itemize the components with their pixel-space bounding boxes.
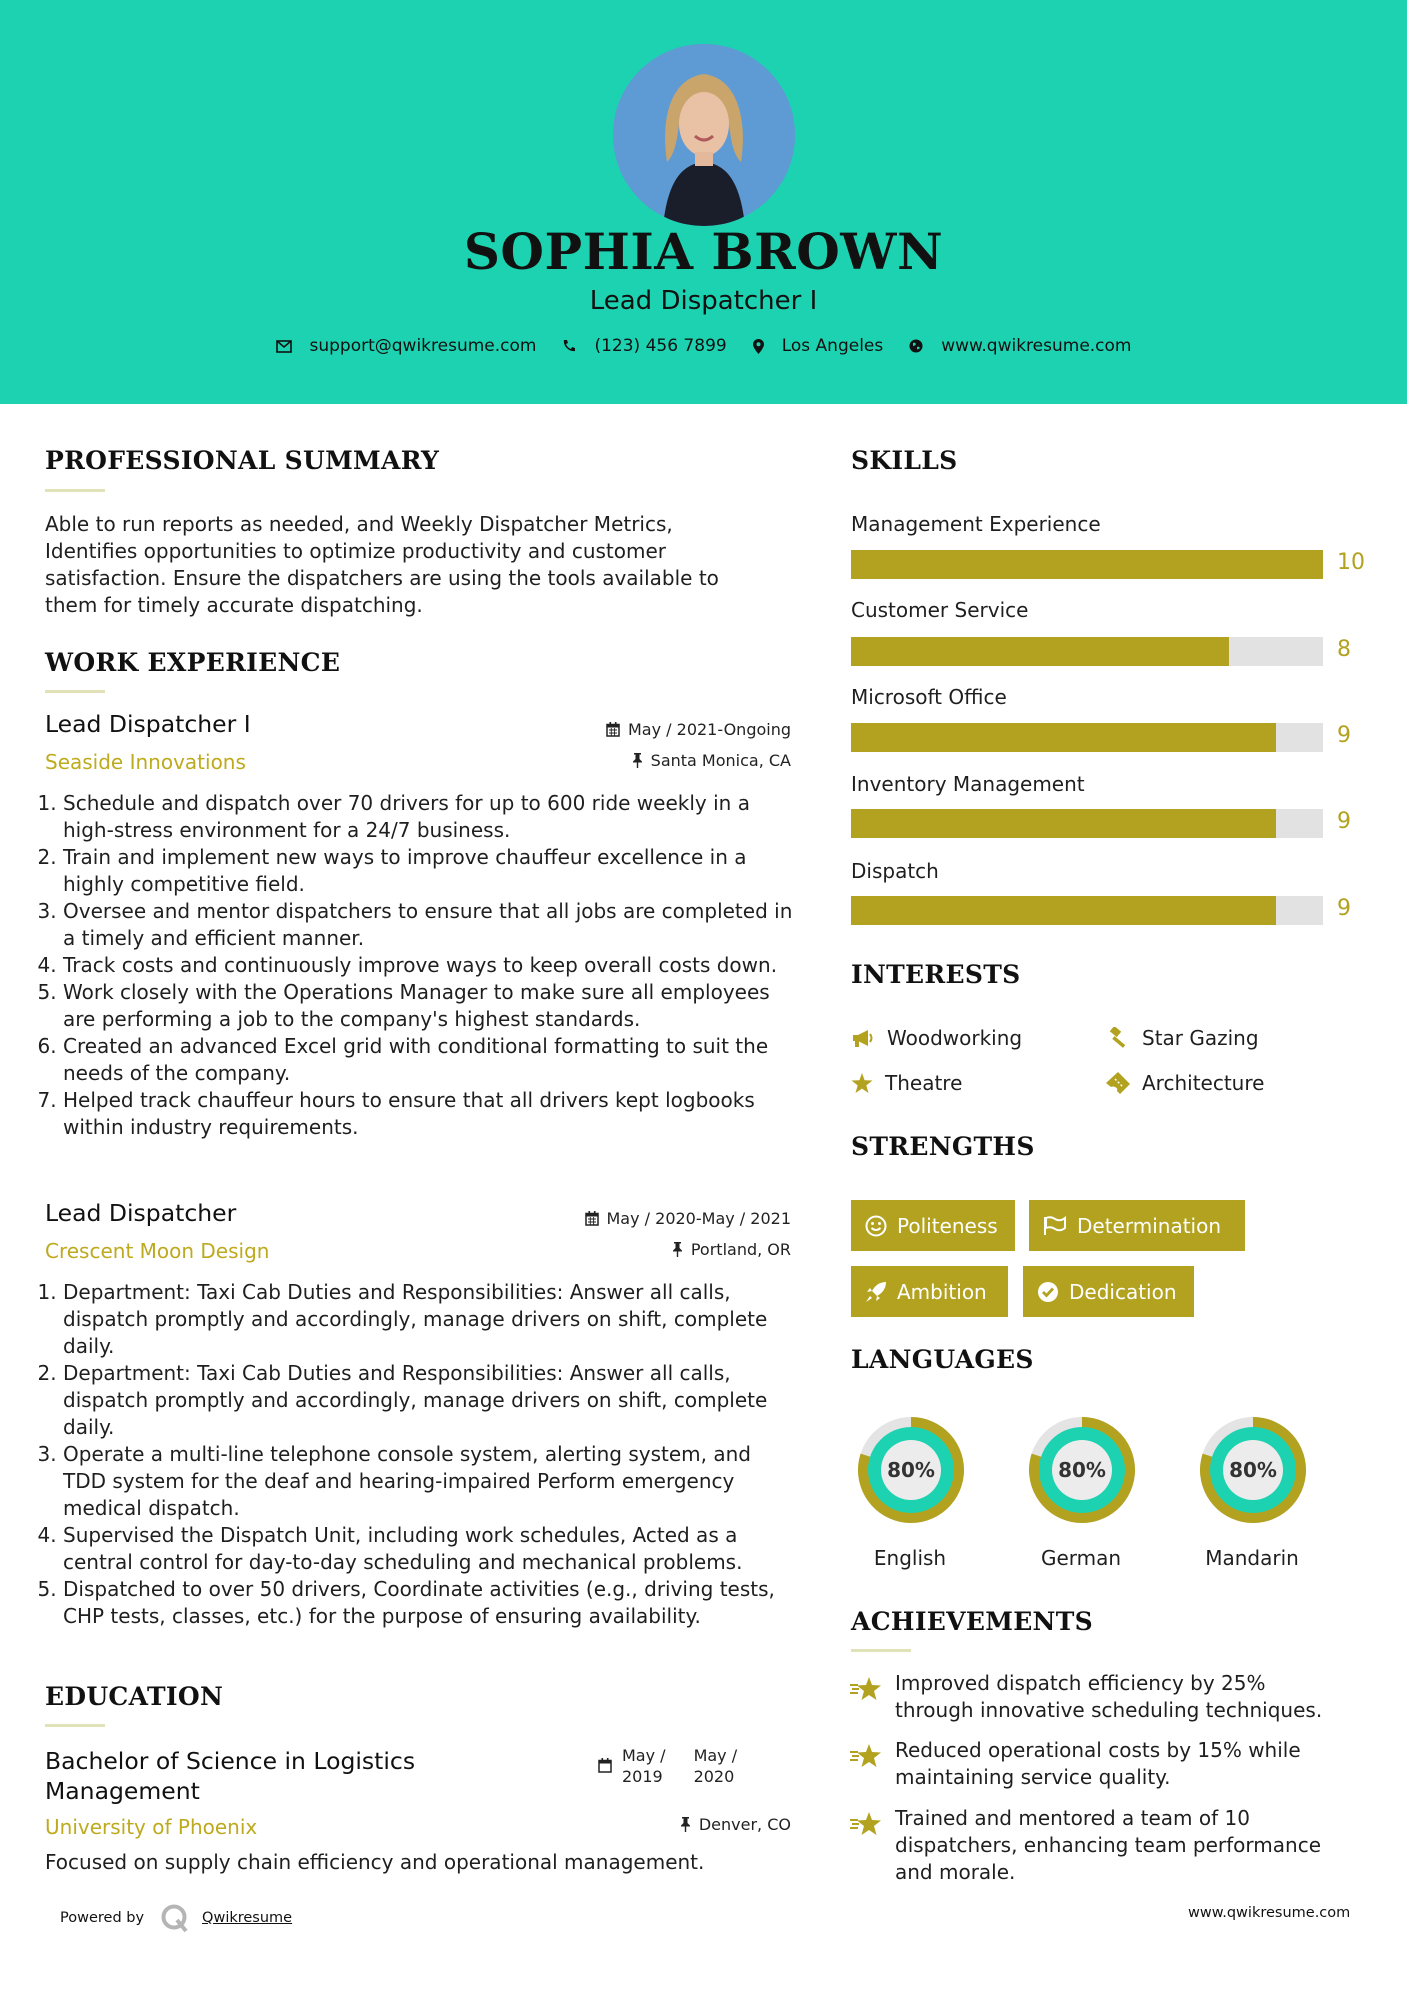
language-percent: 80% [1229, 1458, 1277, 1482]
list-item: 4. Track costs and continuously improve ways to keep overall costs down. [63, 952, 795, 979]
language-name: Mandarin [1205, 1546, 1299, 1570]
skill-value: 10 [1337, 550, 1365, 575]
gavel-icon [1106, 1027, 1130, 1049]
envelope-icon [276, 340, 292, 353]
calendar-icon [606, 722, 620, 737]
summary-underline [45, 489, 105, 492]
achievement-line: Trained and mentored a team of 10 [895, 1806, 1250, 1830]
list-item: 7. Helped track chauffeur hours to ensure that all drivers kept logbooks within industry requirements. [63, 1087, 795, 1141]
degree-line: Management [45, 1777, 200, 1805]
language-ring [1029, 1417, 1135, 1523]
strength-label: Ambition [897, 1279, 987, 1304]
list-item: 1. Department: Taxi Cab Duties and Responsibilities: Answer all calls, dispatch promptly and accordingly, manage drivers on shift, complete daily. [63, 1279, 795, 1360]
job-location [500, 1240, 791, 1259]
languages-heading: LANGUAGES [851, 1345, 1034, 1374]
job-duties-list [45, 1279, 795, 1630]
strength-label: Determination [1077, 1213, 1222, 1238]
education-description: Focused on supply chain efficiency and operational management. [45, 1850, 705, 1874]
contact-phone[interactable] [562, 336, 726, 356]
education-underline [45, 1724, 105, 1727]
school-name: University of Phoenix [45, 1815, 258, 1839]
job-location-text: Portland, OR [690, 1240, 791, 1259]
email-text: support@qwikresume.com [309, 336, 537, 356]
contact-bar [0, 336, 1407, 356]
education-heading: EDUCATION [45, 1682, 224, 1711]
globe-icon [909, 339, 923, 353]
language-percent: 80% [1058, 1458, 1106, 1482]
summary-heading: PROFESSIONAL SUMMARY [45, 446, 440, 475]
list-item: 2. Department: Taxi Cab Duties and Responsibilities: Answer all calls, dispatch promptly and accordingly, manage drivers on shift, complete daily. [63, 1360, 795, 1441]
skill-bar-fill [851, 723, 1276, 752]
list-item: 2. Train and implement new ways to improve chauffeur excellence in a highly competitive field. [63, 844, 795, 898]
interest-label: Theatre [885, 1071, 963, 1095]
achievement-line: dispatchers, enhancing team performance [895, 1833, 1321, 1857]
date-part: May / [693, 1746, 738, 1765]
education-end [694, 1745, 738, 1787]
list-item: 4. Supervised the Dispatch Unit, including work schedules, Acted as a central control for day-to-day scheduling and mechanical problems. [63, 1522, 795, 1576]
education-start [622, 1745, 666, 1787]
summary-line: Identifies opportunities to optimize productivity and customer [45, 539, 667, 563]
candidate-role: Lead Dispatcher I [589, 286, 818, 316]
job-date [500, 720, 791, 739]
skill-value: 9 [1337, 809, 1351, 834]
job-title: Lead Dispatcher [45, 1199, 237, 1227]
strength-label: Politeness [897, 1213, 998, 1238]
qwikresume-logo-icon [160, 1903, 190, 1933]
profile-photo [613, 44, 795, 226]
job-title: Lead Dispatcher I [45, 710, 251, 738]
experience-heading: WORK EXPERIENCE [45, 648, 341, 677]
strengths-heading: STRENGTHS [851, 1132, 1035, 1161]
date-part: 2019 [622, 1767, 663, 1786]
job-company: Crescent Moon Design [45, 1239, 270, 1263]
summary-text [45, 511, 785, 619]
skill-name: Inventory Management [851, 772, 1085, 796]
job-date-text: May / 2021-Ongoing [628, 720, 791, 739]
degree-line: Bachelor of Science in Logistics [45, 1747, 416, 1775]
language-name: English [873, 1546, 947, 1570]
skill-value: 8 [1337, 637, 1351, 662]
achievement-line: Improved dispatch efficiency by 25% [895, 1671, 1266, 1695]
skill-bar-fill [851, 550, 1323, 579]
list-item: 5. Dispatched to over 50 drivers, Coordinate activities (e.g., driving tests, CHP tests, classes, etc.) for the purpose of ensuring availability. [63, 1576, 795, 1630]
strength-label: Dedication [1069, 1279, 1177, 1304]
interest-item [851, 1071, 962, 1095]
skill-bar-fill [851, 896, 1276, 925]
strength-chip [851, 1200, 1015, 1251]
achievement-item [895, 1670, 1365, 1724]
list-item: 3. Operate a multi-line telephone console system, alerting system, and TDD system for the deaf and hearing-impaired Perform emergency medical dispatch. [63, 1441, 795, 1522]
contact-location [753, 336, 884, 356]
skill-bar [851, 723, 1323, 752]
achievement-line: maintaining service quality. [895, 1765, 1171, 1789]
list-item: 5. Work closely with the Operations Manager to make sure all employees are performing a job to the company's highest standards. [63, 979, 795, 1033]
skill-name: Microsoft Office [851, 685, 1007, 709]
strength-chip [1023, 1266, 1194, 1317]
contact-website[interactable] [909, 336, 1131, 356]
language-percent: 80% [887, 1458, 935, 1482]
job-date-text: May / 2020-May / 2021 [606, 1209, 791, 1228]
skill-value: 9 [1337, 723, 1351, 748]
skill-bar [851, 550, 1323, 579]
job-location-text: Santa Monica, CA [650, 751, 791, 770]
smile-icon [865, 1215, 887, 1237]
pin-icon [632, 753, 643, 768]
trophy-star-icon [849, 1743, 883, 1769]
qwikresume-link[interactable]: Qwikresume [202, 1910, 293, 1926]
ticket-icon [1106, 1072, 1130, 1094]
achievement-item [895, 1737, 1365, 1791]
job-date [500, 1209, 791, 1228]
phone-text: (123) 456 7899 [594, 336, 727, 356]
list-item: 3. Oversee and mentor dispatchers to ensure that all jobs are completed in a timely and efficient manner. [63, 898, 795, 952]
rocket-icon [865, 1281, 887, 1303]
achievement-line: through innovative scheduling techniques. [895, 1698, 1323, 1722]
summary-line: Able to run reports as needed, and Weekly Dispatcher Metrics, [45, 512, 673, 536]
experience-underline [45, 690, 105, 693]
skills-heading: SKILLS [851, 446, 958, 475]
date-part: 2020 [693, 1767, 735, 1786]
job-duties-list [45, 790, 795, 1141]
check-circle-icon [1037, 1281, 1059, 1303]
date-part: May / [622, 1746, 666, 1765]
interest-label: Architecture [1142, 1071, 1265, 1095]
skill-bar [851, 637, 1323, 666]
summary-line: them for timely accurate dispatching. [45, 593, 423, 617]
pin-icon [680, 1817, 691, 1832]
degree-title [45, 1746, 415, 1806]
job-company: Seaside Innovations [45, 750, 246, 774]
skill-bar [851, 896, 1323, 925]
skill-value: 9 [1337, 896, 1351, 921]
interests-heading: INTERESTS [851, 960, 1021, 989]
achievement-line: and morale. [895, 1860, 1016, 1884]
interest-label: Star Gazing [1142, 1026, 1259, 1050]
powered-by [60, 1903, 292, 1933]
language-ring [858, 1417, 964, 1523]
candidate-name: SOPHIA BROWN [463, 222, 944, 281]
header-banner [0, 0, 1407, 404]
interest-item [1106, 1071, 1264, 1095]
achievement-line: Reduced operational costs by 15% while [895, 1738, 1301, 1762]
language-ring [1200, 1417, 1306, 1523]
location-text: Los Angeles [781, 336, 884, 356]
interest-item [1106, 1026, 1259, 1050]
flag-icon [1043, 1216, 1067, 1236]
skill-name: Management Experience [851, 512, 1101, 536]
list-item: 6. Created an advanced Excel grid with conditional formatting to suit the needs of the company. [63, 1033, 795, 1087]
skill-bar-fill [851, 809, 1276, 838]
strength-chip [851, 1266, 1008, 1317]
summary-line: satisfaction. Ensure the dispatchers are using the tools available to [45, 566, 719, 590]
language-name: German [1040, 1546, 1122, 1570]
interest-item [851, 1026, 1022, 1050]
achievements-underline [851, 1649, 911, 1652]
calendar-icon [585, 1211, 599, 1226]
education-location-text: Denver, CO [698, 1815, 791, 1834]
achievements-heading: ACHIEVEMENTS [851, 1607, 1093, 1636]
calendar-icon [598, 1758, 612, 1773]
pin-icon [672, 1242, 683, 1257]
education-date [598, 1745, 737, 1787]
skill-bar [851, 809, 1323, 838]
job-location [500, 751, 791, 770]
contact-email[interactable] [276, 336, 537, 356]
language-rings [840, 1405, 1330, 1535]
skill-name: Dispatch [851, 859, 939, 883]
skill-name: Customer Service [851, 598, 1029, 622]
phone-icon [562, 339, 576, 353]
map-marker-icon [753, 339, 764, 354]
education-location [500, 1815, 791, 1834]
achievement-item [895, 1805, 1365, 1886]
trophy-star-icon [849, 1811, 883, 1837]
star-icon [851, 1073, 873, 1094]
website-text: www.qwikresume.com [941, 336, 1132, 356]
list-item: 1. Schedule and dispatch over 70 drivers for up to 600 ride weekly in a high-stress environment for a 24/7 business. [63, 790, 795, 844]
megaphone-icon [851, 1028, 875, 1048]
footer-url[interactable]: www.qwikresume.com [1188, 1905, 1351, 1921]
trophy-star-icon [849, 1676, 883, 1702]
strength-chip [1029, 1200, 1245, 1251]
skill-bar-fill [851, 637, 1229, 666]
powered-by-label: Powered by [60, 1910, 145, 1926]
interest-label: Woodworking [887, 1026, 1023, 1050]
